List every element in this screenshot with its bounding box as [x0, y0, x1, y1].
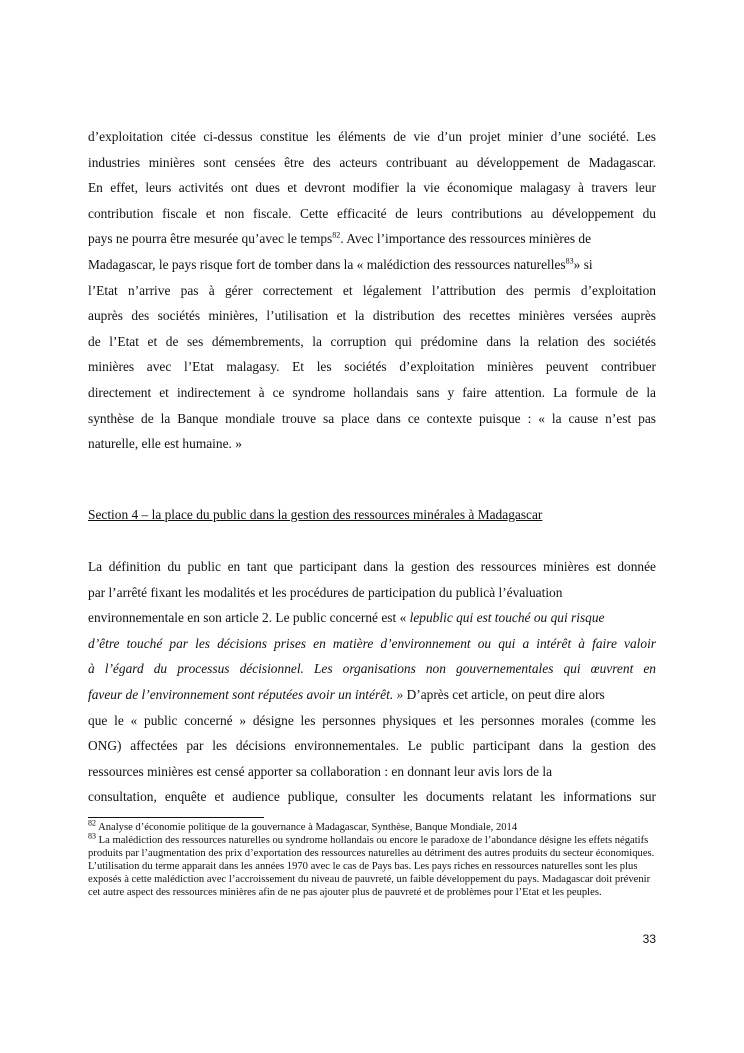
footnote-number: 83	[88, 831, 96, 841]
paragraph-line	[88, 682, 656, 708]
paragraph-line: auprès des sociétés minières, l’utilisation et la distribution des recettes minières versées auprès	[88, 308, 656, 324]
line-text: . Avec l’importance des ressources minières de	[340, 231, 592, 247]
paragraph-line: La définition du public en tant que participant dans la gestion des ressources minières est donnée	[88, 559, 656, 574]
footnote-text: La malédiction des ressources naturelles ou syndrome hollandais ou encore le paradoxe de l’abondance désigne les effets négatifs produits par l’augmentation des prix d’exportation des ressources naturelles au détriment des autres produits du secteur économiques. L’utilisation du terme apparait dans les années 1970 avec le cas de Pays bas. Les pays riches en ressources naturelles sont les plus exposés à cette malédiction avec l’accroissement du niveau de pauvreté, un faible développement du pays. Madagascar doit prévenir cet autre aspect des ressources minières afin de ne pas ajouter plus de pauvreté et de problèmes pour l’Etat et les peuples.	[88, 835, 655, 898]
paragraph-line: d’exploitation citée ci-dessus constitue les éléments de vie d’un projet minier d’une société. Les	[88, 129, 656, 144]
paragraph-line: naturelle, elle est humaine. »	[88, 436, 242, 452]
paragraph-line: par l’arrêté fixant les modalités et les procédures de participation du publicà l’évaluation	[88, 584, 563, 600]
paragraph-line: ressources minières est censé apporter sa collaboration : en donnant leur avis lors de la	[88, 763, 553, 779]
paragraph-line: synthèse de la Banque mondiale trouve sa place dans ce contexte puisque : « la cause n’est pas	[88, 410, 656, 426]
paragraph-line: En effet, leurs activités ont dues et devront modifier la vie économique malagasy à travers leur	[88, 180, 656, 196]
body-paragraph-2	[88, 554, 656, 810]
quote-text: à l’égard du processus décisionnel. Les organisations non gouvernementales qui œuvrent en	[88, 661, 656, 677]
line-text: » si	[573, 256, 593, 272]
paragraph-line: contribution fiscale et non fiscale. Cette efficacité de leurs contributions au développement du	[88, 205, 656, 221]
paragraph-line	[88, 605, 656, 631]
page-number: 33	[642, 932, 656, 946]
section-heading: Section 4 – la place du public dans la gestion des ressources minérales à Madagascar	[88, 507, 543, 522]
paragraph-line: ONG) affectées par les décisions environnementales. Le public participant dans la gestion des	[88, 738, 656, 754]
quote-text: faveur de l’environnement sont réputées avoir un intérêt. »	[88, 686, 407, 702]
line-text: Madagascar, le pays risque fort de tomber dans la « malédiction des ressources naturelles	[88, 256, 566, 272]
body-paragraph-1	[88, 124, 656, 457]
footnote-82	[88, 818, 656, 834]
footnote-ref-83: 83	[565, 256, 574, 266]
footnote-text: Analyse d’économie politique de la gouvernance à Madagascar, Synthèse, Banque Mondiale, 2014	[96, 822, 518, 833]
paragraph-line: minières avec l’Etat malagasy. Et les sociétés d’exploitation minières peuvent contribuer	[88, 359, 656, 375]
footnote-separator	[88, 817, 264, 818]
paragraph-line: consultation, enquête et audience publique, consulter les documents relatant les informations sur	[88, 789, 656, 805]
paragraph-line: directement et indirectement à ce syndrome hollandais sans y faire attention. La formule de la	[88, 384, 656, 400]
paragraph-line	[88, 226, 656, 252]
paragraph-line: que le « public concerné » désigne les personnes physiques et les personnes morales (comme les	[88, 712, 656, 728]
footnote-ref-82: 82	[332, 230, 341, 240]
footnote-83	[88, 831, 656, 899]
footnote-number: 82	[88, 818, 96, 828]
paragraph-line	[88, 656, 656, 682]
footnotes	[88, 818, 656, 899]
paragraph-line: industries minières sont censées être des acteurs contribuant au développement de Madagascar.	[88, 154, 656, 170]
line-text: environnementale en son article 2. Le public concerné est «	[88, 610, 410, 626]
paragraph-line	[88, 252, 656, 278]
line-text: pays ne pourra être mesurée qu’avec le temps	[88, 231, 333, 247]
line-text: D’après cet article, on peut dire alors	[406, 686, 605, 702]
quote-text: d’être touché par les décisions prises en matière d’environnement ou qui a intérêt à faire valoir	[88, 635, 656, 651]
paragraph-line: l’Etat n’arrive pas à gérer correctement et légalement l’attribution des permis d’exploitation	[88, 282, 656, 298]
paragraph-line: de l’Etat et de ses démembrements, la corruption qui prédomine dans la relation des sociétés	[88, 333, 656, 349]
paragraph-line	[88, 631, 656, 657]
quote-text: lepublic qui est touché ou qui risque	[409, 610, 605, 626]
